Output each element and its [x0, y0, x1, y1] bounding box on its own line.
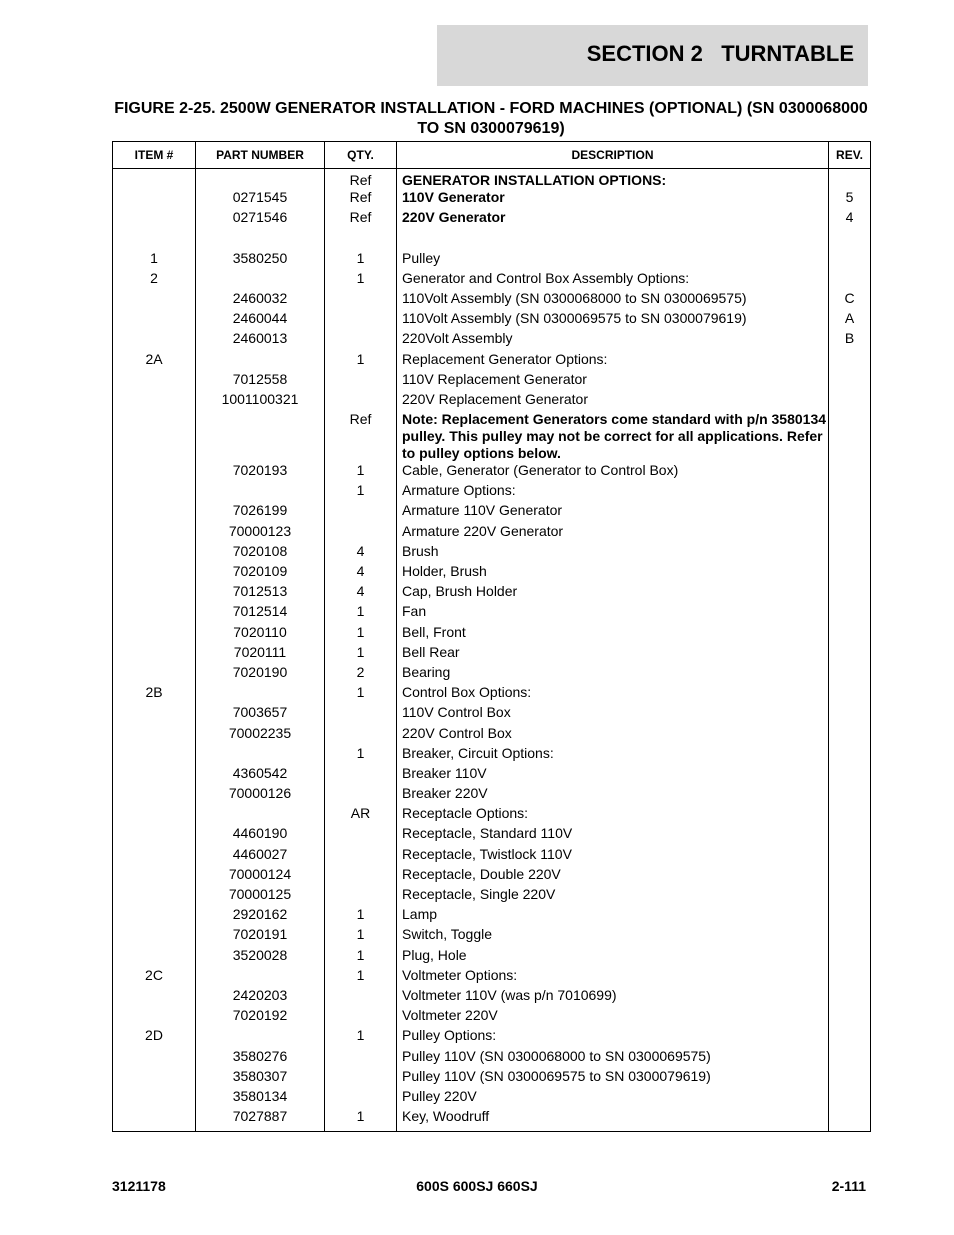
- cell-qty: AR: [325, 805, 397, 825]
- cell-qty: 1: [325, 684, 397, 704]
- cell-rev: 5: [829, 189, 871, 209]
- cell-description: Replacement Generator Options:: [397, 351, 829, 371]
- cell-description: 220V Control Box: [397, 725, 829, 745]
- cell-part-number: 4360542: [196, 765, 325, 785]
- cell-qty: [325, 290, 397, 310]
- cell-description: Generator and Control Box Assembly Options:: [397, 270, 829, 290]
- cell-rev: [829, 583, 871, 603]
- cell-part-number: 0271546: [196, 209, 325, 229]
- cell-qty: 1: [325, 603, 397, 623]
- cell-description: 220Volt Assembly: [397, 330, 829, 350]
- cell-rev: A: [829, 310, 871, 330]
- table-row: [113, 310, 871, 330]
- footer-document-number: 3121178: [112, 1178, 166, 1194]
- cell-description: Lamp: [397, 906, 829, 926]
- cell-item: [113, 330, 196, 350]
- parts-table-body: [113, 169, 871, 1132]
- cell-description: Holder, Brush: [397, 563, 829, 583]
- cell-rev: [829, 684, 871, 704]
- column-header-rev: REV.: [829, 142, 871, 169]
- table-row: [113, 906, 871, 926]
- cell-item: [113, 704, 196, 724]
- table-row: [113, 866, 871, 886]
- cell-part-number: [196, 169, 325, 190]
- cell-part-number: 0271545: [196, 189, 325, 209]
- cell-rev: [829, 1027, 871, 1047]
- cell-qty: 1: [325, 947, 397, 967]
- table-row: [113, 229, 871, 249]
- cell-qty: [325, 785, 397, 805]
- cell-qty: 1: [325, 745, 397, 765]
- cell-rev: [829, 371, 871, 391]
- cell-qty: [325, 704, 397, 724]
- cell-part-number: 4460027: [196, 846, 325, 866]
- cell-rev: [829, 543, 871, 563]
- cell-item: [113, 725, 196, 745]
- cell-part-number: 2460044: [196, 310, 325, 330]
- table-row: [113, 1007, 871, 1027]
- cell-rev: [829, 523, 871, 543]
- table-row: [113, 189, 871, 209]
- cell-qty: 1: [325, 624, 397, 644]
- cell-description: Breaker 220V: [397, 785, 829, 805]
- cell-qty: Ref: [325, 189, 397, 209]
- cell-item: [113, 391, 196, 411]
- column-header-qty: QTY.: [325, 142, 397, 169]
- cell-item: [113, 906, 196, 926]
- cell-rev: [829, 745, 871, 765]
- table-row: [113, 846, 871, 866]
- cell-item: [113, 502, 196, 522]
- cell-description: Receptacle, Twistlock 110V: [397, 846, 829, 866]
- cell-item: [113, 805, 196, 825]
- cell-item: [113, 624, 196, 644]
- table-row: [113, 502, 871, 522]
- cell-part-number: 70000126: [196, 785, 325, 805]
- cell-qty: [325, 1088, 397, 1108]
- table-row: [113, 351, 871, 371]
- cell-rev: [829, 624, 871, 644]
- footer-page-number: 2-111: [831, 1178, 866, 1194]
- cell-description: [397, 229, 829, 249]
- section-header: [437, 25, 868, 86]
- cell-item: [113, 209, 196, 229]
- cell-qty: [325, 866, 397, 886]
- cell-rev: [829, 229, 871, 249]
- cell-item: [113, 644, 196, 664]
- cell-item: [113, 1048, 196, 1068]
- cell-rev: [829, 1048, 871, 1068]
- table-row: [113, 785, 871, 805]
- cell-description: Armature 110V Generator: [397, 502, 829, 522]
- cell-rev: [829, 805, 871, 825]
- table-row: [113, 624, 871, 644]
- cell-item: 1: [113, 250, 196, 270]
- cell-description: Pulley 110V (SN 0300068000 to SN 0300069575): [397, 1048, 829, 1068]
- cell-description: Receptacle Options:: [397, 805, 829, 825]
- cell-part-number: 7027887: [196, 1108, 325, 1132]
- cell-part-number: 7020191: [196, 926, 325, 946]
- cell-description: Note: Replacement Generators come standard with p/n 3580134 pulley. This pulley may not be correct for all applications. Refer to pulley options below.: [397, 411, 829, 462]
- table-row: [113, 684, 871, 704]
- cell-qty: Ref: [325, 209, 397, 229]
- cell-part-number: 70000125: [196, 886, 325, 906]
- cell-qty: 4: [325, 543, 397, 563]
- cell-qty: 2: [325, 664, 397, 684]
- cell-item: [113, 603, 196, 623]
- table-row: [113, 169, 871, 190]
- cell-part-number: [196, 684, 325, 704]
- cell-qty: Ref: [325, 169, 397, 190]
- table-row: [113, 563, 871, 583]
- cell-part-number: 7020193: [196, 462, 325, 482]
- cell-part-number: 7012514: [196, 603, 325, 623]
- column-header-item: ITEM #: [113, 142, 196, 169]
- cell-rev: [829, 704, 871, 724]
- cell-rev: [829, 886, 871, 906]
- cell-rev: [829, 846, 871, 866]
- table-row: [113, 1048, 871, 1068]
- cell-item: [113, 664, 196, 684]
- cell-item: [113, 1088, 196, 1108]
- cell-description: Breaker, Circuit Options:: [397, 745, 829, 765]
- table-row: [113, 330, 871, 350]
- cell-rev: [829, 785, 871, 805]
- table-row: [113, 725, 871, 745]
- cell-part-number: 3580276: [196, 1048, 325, 1068]
- table-row: [113, 462, 871, 482]
- cell-qty: 1: [325, 644, 397, 664]
- cell-part-number: 4460190: [196, 825, 325, 845]
- cell-rev: [829, 1007, 871, 1027]
- cell-item: [113, 523, 196, 543]
- cell-part-number: 70002235: [196, 725, 325, 745]
- cell-rev: [829, 967, 871, 987]
- cell-qty: 1: [325, 1108, 397, 1132]
- table-row: [113, 1088, 871, 1108]
- cell-rev: [829, 391, 871, 411]
- cell-description: Receptacle, Double 220V: [397, 866, 829, 886]
- cell-item: 2A: [113, 351, 196, 371]
- cell-part-number: 7020111: [196, 644, 325, 664]
- cell-rev: [829, 351, 871, 371]
- cell-description: Receptacle, Single 220V: [397, 886, 829, 906]
- cell-part-number: 2420203: [196, 987, 325, 1007]
- cell-item: [113, 866, 196, 886]
- cell-qty: [325, 330, 397, 350]
- cell-description: Bell, Front: [397, 624, 829, 644]
- table-row: [113, 209, 871, 229]
- cell-rev: [829, 169, 871, 190]
- table-row: [113, 250, 871, 270]
- cell-qty: 4: [325, 563, 397, 583]
- cell-part-number: [196, 482, 325, 502]
- cell-qty: 1: [325, 967, 397, 987]
- cell-item: 2C: [113, 967, 196, 987]
- cell-qty: 1: [325, 906, 397, 926]
- cell-item: [113, 371, 196, 391]
- cell-item: [113, 482, 196, 502]
- cell-part-number: 2460013: [196, 330, 325, 350]
- cell-qty: [325, 825, 397, 845]
- cell-item: [113, 563, 196, 583]
- cell-description: Switch, Toggle: [397, 926, 829, 946]
- cell-description: 110Volt Assembly (SN 0300069575 to SN 0300079619): [397, 310, 829, 330]
- cell-description: Cable, Generator (Generator to Control Box): [397, 462, 829, 482]
- cell-item: [113, 745, 196, 765]
- cell-item: [113, 462, 196, 482]
- cell-rev: [829, 765, 871, 785]
- table-row: [113, 543, 871, 563]
- cell-description: Plug, Hole: [397, 947, 829, 967]
- table-row: [113, 765, 871, 785]
- cell-part-number: 7026199: [196, 502, 325, 522]
- cell-qty: 1: [325, 1027, 397, 1047]
- cell-description: Pulley: [397, 250, 829, 270]
- cell-part-number: 3580250: [196, 250, 325, 270]
- cell-rev: [829, 482, 871, 502]
- cell-rev: [829, 563, 871, 583]
- cell-qty: [325, 229, 397, 249]
- parts-table: [112, 141, 871, 1132]
- cell-part-number: 7012513: [196, 583, 325, 603]
- cell-qty: [325, 310, 397, 330]
- cell-qty: 1: [325, 462, 397, 482]
- cell-item: [113, 290, 196, 310]
- cell-rev: [829, 411, 871, 462]
- table-row: [113, 967, 871, 987]
- cell-part-number: 3520028: [196, 947, 325, 967]
- table-row: [113, 886, 871, 906]
- table-row: [113, 411, 871, 462]
- cell-description: Pulley 110V (SN 0300069575 to SN 0300079619): [397, 1068, 829, 1088]
- cell-item: [113, 926, 196, 946]
- cell-part-number: 7020190: [196, 664, 325, 684]
- cell-rev: [829, 1088, 871, 1108]
- footer-models: 600S 600SJ 660SJ: [416, 1178, 538, 1194]
- cell-description: Pulley 220V: [397, 1088, 829, 1108]
- cell-qty: Ref: [325, 411, 397, 462]
- cell-qty: 1: [325, 482, 397, 502]
- cell-item: [113, 846, 196, 866]
- cell-qty: [325, 1007, 397, 1027]
- cell-part-number: 7012558: [196, 371, 325, 391]
- table-row: [113, 664, 871, 684]
- cell-rev: [829, 926, 871, 946]
- cell-item: [113, 785, 196, 805]
- cell-part-number: [196, 1027, 325, 1047]
- cell-part-number: 7020192: [196, 1007, 325, 1027]
- cell-description: 110Volt Assembly (SN 0300068000 to SN 0300069575): [397, 290, 829, 310]
- table-row: [113, 745, 871, 765]
- cell-part-number: 7020110: [196, 624, 325, 644]
- cell-qty: [325, 765, 397, 785]
- cell-qty: [325, 371, 397, 391]
- cell-item: [113, 189, 196, 209]
- column-header-part-number: PART NUMBER: [196, 142, 325, 169]
- cell-description: Fan: [397, 603, 829, 623]
- cell-description: Receptacle, Standard 110V: [397, 825, 829, 845]
- cell-item: [113, 1108, 196, 1132]
- cell-description: Cap, Brush Holder: [397, 583, 829, 603]
- cell-rev: [829, 725, 871, 745]
- table-header-row: [113, 142, 871, 169]
- cell-qty: 1: [325, 926, 397, 946]
- cell-description: 110V Replacement Generator: [397, 371, 829, 391]
- table-row: [113, 583, 871, 603]
- cell-rev: [829, 1108, 871, 1132]
- table-row: [113, 290, 871, 310]
- cell-qty: 1: [325, 250, 397, 270]
- cell-part-number: [196, 229, 325, 249]
- cell-item: [113, 825, 196, 845]
- cell-item: [113, 987, 196, 1007]
- cell-part-number: 70000124: [196, 866, 325, 886]
- cell-qty: [325, 846, 397, 866]
- cell-item: [113, 1007, 196, 1027]
- cell-item: [113, 543, 196, 563]
- cell-description: Bearing: [397, 664, 829, 684]
- cell-item: [113, 310, 196, 330]
- cell-description: 220V Replacement Generator: [397, 391, 829, 411]
- cell-description: Key, Woodruff: [397, 1108, 829, 1132]
- cell-item: [113, 229, 196, 249]
- cell-rev: [829, 1068, 871, 1088]
- cell-part-number: 3580307: [196, 1068, 325, 1088]
- table-row: [113, 644, 871, 664]
- table-row: [113, 270, 871, 290]
- cell-description: Voltmeter Options:: [397, 967, 829, 987]
- table-row: [113, 523, 871, 543]
- figure-title: FIGURE 2-25. 2500W GENERATOR INSTALLATION - FORD MACHINES (OPTIONAL) (SN 0300068000 TO SN 0300079619): [114, 100, 868, 137]
- cell-part-number: 7020108: [196, 543, 325, 563]
- cell-qty: [325, 886, 397, 906]
- table-row: [113, 805, 871, 825]
- table-row: [113, 391, 871, 411]
- cell-qty: 4: [325, 583, 397, 603]
- table-row: [113, 482, 871, 502]
- cell-part-number: 3580134: [196, 1088, 325, 1108]
- cell-item: [113, 169, 196, 190]
- table-row: [113, 603, 871, 623]
- cell-qty: [325, 1068, 397, 1088]
- cell-part-number: [196, 745, 325, 765]
- cell-rev: [829, 644, 871, 664]
- column-header-description: DESCRIPTION: [397, 142, 829, 169]
- table-row: [113, 1108, 871, 1132]
- cell-item: 2B: [113, 684, 196, 704]
- cell-qty: [325, 523, 397, 543]
- cell-rev: B: [829, 330, 871, 350]
- cell-part-number: 70000123: [196, 523, 325, 543]
- cell-item: [113, 765, 196, 785]
- cell-qty: [325, 1048, 397, 1068]
- cell-description: Voltmeter 110V (was p/n 7010699): [397, 987, 829, 1007]
- cell-item: [113, 583, 196, 603]
- cell-description: 110V Generator: [397, 189, 829, 209]
- cell-part-number: 7020109: [196, 563, 325, 583]
- cell-description: Control Box Options:: [397, 684, 829, 704]
- cell-part-number: [196, 270, 325, 290]
- cell-rev: [829, 906, 871, 926]
- section-title: SECTION 2 TURNTABLE: [586, 41, 854, 66]
- cell-item: 2: [113, 270, 196, 290]
- cell-item: [113, 947, 196, 967]
- cell-description: Bell Rear: [397, 644, 829, 664]
- cell-item: [113, 411, 196, 462]
- cell-description: Voltmeter 220V: [397, 1007, 829, 1027]
- cell-rev: 4: [829, 209, 871, 229]
- cell-rev: [829, 825, 871, 845]
- cell-rev: [829, 502, 871, 522]
- cell-rev: [829, 270, 871, 290]
- cell-description: Breaker 110V: [397, 765, 829, 785]
- cell-part-number: 2920162: [196, 906, 325, 926]
- cell-rev: [829, 866, 871, 886]
- cell-qty: [325, 391, 397, 411]
- cell-item: [113, 886, 196, 906]
- table-row: [113, 704, 871, 724]
- table-row: [113, 371, 871, 391]
- table-row: [113, 1068, 871, 1088]
- cell-rev: C: [829, 290, 871, 310]
- cell-description: Armature 220V Generator: [397, 523, 829, 543]
- cell-rev: [829, 664, 871, 684]
- cell-qty: [325, 502, 397, 522]
- cell-qty: [325, 987, 397, 1007]
- cell-description: 220V Generator: [397, 209, 829, 229]
- cell-part-number: [196, 805, 325, 825]
- cell-part-number: 1001100321: [196, 391, 325, 411]
- cell-rev: [829, 987, 871, 1007]
- cell-rev: [829, 250, 871, 270]
- cell-description: Brush: [397, 543, 829, 563]
- cell-rev: [829, 462, 871, 482]
- cell-qty: 1: [325, 270, 397, 290]
- cell-qty: [325, 725, 397, 745]
- cell-rev: [829, 947, 871, 967]
- cell-description: 110V Control Box: [397, 704, 829, 724]
- table-row: [113, 1027, 871, 1047]
- table-row: [113, 926, 871, 946]
- cell-part-number: 2460032: [196, 290, 325, 310]
- cell-part-number: 7003657: [196, 704, 325, 724]
- cell-part-number: [196, 411, 325, 462]
- cell-qty: 1: [325, 351, 397, 371]
- cell-item: 2D: [113, 1027, 196, 1047]
- cell-description: Pulley Options:: [397, 1027, 829, 1047]
- table-row: [113, 987, 871, 1007]
- table-row: [113, 825, 871, 845]
- cell-item: [113, 1068, 196, 1088]
- table-row: [113, 947, 871, 967]
- cell-part-number: [196, 967, 325, 987]
- cell-description: Armature Options:: [397, 482, 829, 502]
- cell-part-number: [196, 351, 325, 371]
- cell-description: GENERATOR INSTALLATION OPTIONS:: [397, 169, 829, 190]
- cell-rev: [829, 603, 871, 623]
